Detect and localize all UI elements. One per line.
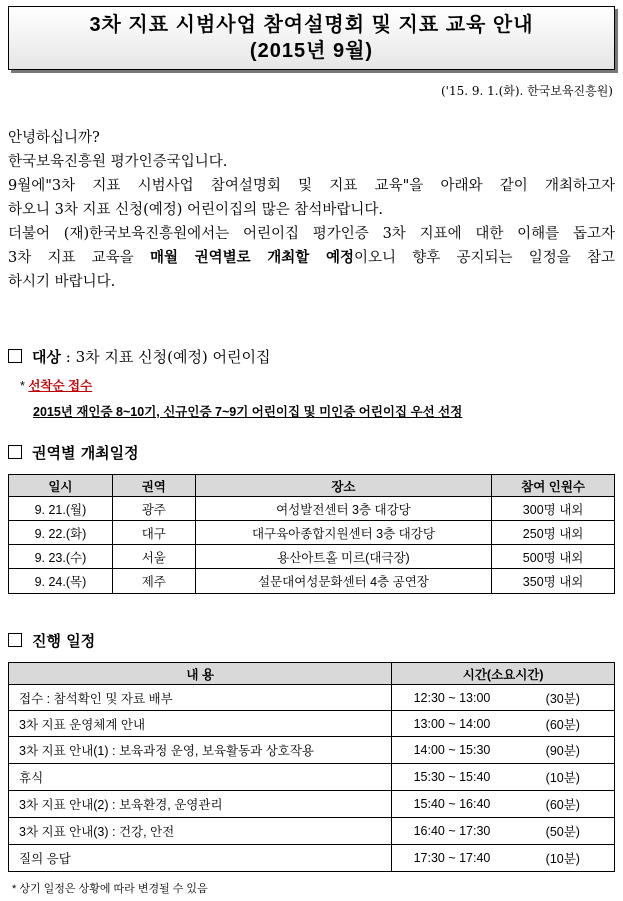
table-row	[9, 737, 615, 764]
table-row	[9, 569, 615, 594]
cell-venue: 설문대여성문화센터 4층 공연장	[195, 569, 491, 594]
first-come-label: 선착순 접수	[28, 379, 93, 393]
cell-time: 16:40 ~ 17:30	[392, 818, 512, 845]
cell-time: 12:30 ~ 13:00	[392, 685, 512, 711]
table-row	[9, 845, 615, 872]
table-row	[9, 791, 615, 818]
priority-note: 2015년 재인증 8~10기, 신규인증 7~9기 어린이집 및 미인증 어린이집 우선 선정	[33, 405, 463, 419]
asterisk: *	[20, 379, 25, 393]
header-capacity: 참여 인원수	[492, 475, 615, 497]
cell-region: 서울	[112, 545, 195, 569]
target-note	[20, 376, 92, 394]
header-content: 내 용	[9, 663, 392, 685]
cell-time: 15:30 ~ 15:40	[392, 764, 512, 791]
header-venue: 장소	[195, 475, 491, 497]
title-box	[8, 6, 615, 70]
cell-duration: (60분)	[512, 791, 615, 818]
date-issuer: ('15. 9. 1.(화). 한국보육진흥원)	[440, 84, 613, 98]
header-time: 시간(소요시간)	[392, 663, 615, 685]
checkbox-square-icon	[8, 633, 22, 647]
cell-region: 제주	[112, 569, 195, 594]
progress-heading-text: 진행 일정	[32, 632, 96, 650]
cell-capacity: 250명 내외	[492, 521, 615, 545]
regional-schedule-table	[8, 474, 615, 594]
target-text: : 3차 지표 신청(예정) 어린이집	[60, 348, 271, 366]
cell-content: 3차 지표 안내(3) : 건강, 안전	[9, 818, 392, 845]
table-header-row	[9, 663, 615, 685]
cell-date: 9. 22.(화)	[9, 521, 113, 545]
regional-heading	[8, 442, 139, 463]
cell-capacity: 300명 내외	[492, 497, 615, 521]
cell-venue: 용산아트홀 미르(대극장)	[195, 545, 491, 569]
progress-schedule-table	[8, 662, 615, 872]
page-title: 3차 지표 시범사업 참여설명회 및 지표 교육 안내	[89, 14, 534, 36]
para2-text-b: 이오니 향후 공지되는 일정을 참고	[354, 250, 615, 266]
cell-time: 17:30 ~ 17:40	[392, 845, 512, 872]
target-label: 대상	[32, 348, 61, 366]
header-date: 일시	[9, 475, 113, 497]
cell-content: 3차 지표 운영체계 안내	[9, 711, 392, 737]
table-row	[9, 545, 615, 569]
cell-date: 9. 21.(월)	[9, 497, 113, 521]
cell-date: 9. 24.(목)	[9, 569, 113, 594]
regional-heading-text: 권역별 개최일정	[32, 444, 139, 462]
paragraph-1-line-1: 9월에"3차 지표 시범사업 참여설명회 및 지표 교육"을 아래와 같이 개최하고자	[8, 178, 615, 194]
checkbox-square-icon	[8, 445, 22, 459]
cell-duration: (60분)	[512, 711, 615, 737]
cell-region: 대구	[112, 521, 195, 545]
paragraph-2-line-1: 더불어 (재)한국보육진흥원에서는 어린이집 평가인증 3차 지표에 대한 이해를 돕고자	[8, 226, 615, 242]
cell-duration: (30분)	[512, 685, 615, 711]
progress-heading	[8, 630, 95, 651]
cell-capacity: 500명 내외	[492, 545, 615, 569]
cell-content: 3차 지표 안내(2) : 보육환경, 운영관리	[9, 791, 392, 818]
table-row	[9, 497, 615, 521]
cell-duration: (10분)	[512, 764, 615, 791]
body-text	[8, 126, 615, 294]
cell-region: 광주	[112, 497, 195, 521]
para2-text-a: 3차 지표 교육을	[8, 250, 150, 266]
cell-venue: 대구육아종합지원센터 3층 대강당	[195, 521, 491, 545]
cell-time: 15:40 ~ 16:40	[392, 791, 512, 818]
table-row	[9, 521, 615, 545]
paragraph-1-line-2: 하오니 3차 지표 신청(예정) 어린이집의 많은 참석바랍니다.	[8, 202, 383, 218]
table-row	[9, 685, 615, 711]
greeting: 안녕하십니까?	[8, 130, 100, 146]
checkbox-square-icon	[8, 349, 22, 363]
header-region: 권역	[112, 475, 195, 497]
table-row	[9, 818, 615, 845]
cell-capacity: 350명 내외	[492, 569, 615, 594]
para2-emphasis: 매월 권역별로 개최할 예정	[149, 249, 354, 266]
table-header-row	[9, 475, 615, 497]
intro: 한국보육진흥원 평가인증국입니다.	[8, 154, 228, 170]
cell-content: 접수 : 참석확인 및 자료 배부	[9, 685, 392, 711]
cell-venue: 여성발전센터 3층 대강당	[195, 497, 491, 521]
table-row	[9, 764, 615, 791]
target-heading	[8, 346, 271, 367]
paragraph-2-line-3: 하시기 바랍니다.	[8, 274, 116, 290]
cell-time: 14:00 ~ 15:30	[392, 737, 512, 764]
paragraph-2-line-2	[8, 246, 615, 270]
cell-content: 휴식	[9, 764, 392, 791]
table-row	[9, 711, 615, 737]
cell-duration: (90분)	[512, 737, 615, 764]
page-subtitle: (2015년 9월)	[249, 40, 374, 62]
cell-duration: (10분)	[512, 845, 615, 872]
cell-date: 9. 23.(수)	[9, 545, 113, 569]
cell-content: 3차 지표 안내(1) : 보육과정 운영, 보육활동과 상호작용	[9, 737, 392, 764]
cell-duration: (50분)	[512, 818, 615, 845]
footnote: * 상기 일정은 상황에 따라 변경될 수 있음	[12, 883, 208, 895]
cell-time: 13:00 ~ 14:00	[392, 711, 512, 737]
cell-content: 질의 응답	[9, 845, 392, 872]
